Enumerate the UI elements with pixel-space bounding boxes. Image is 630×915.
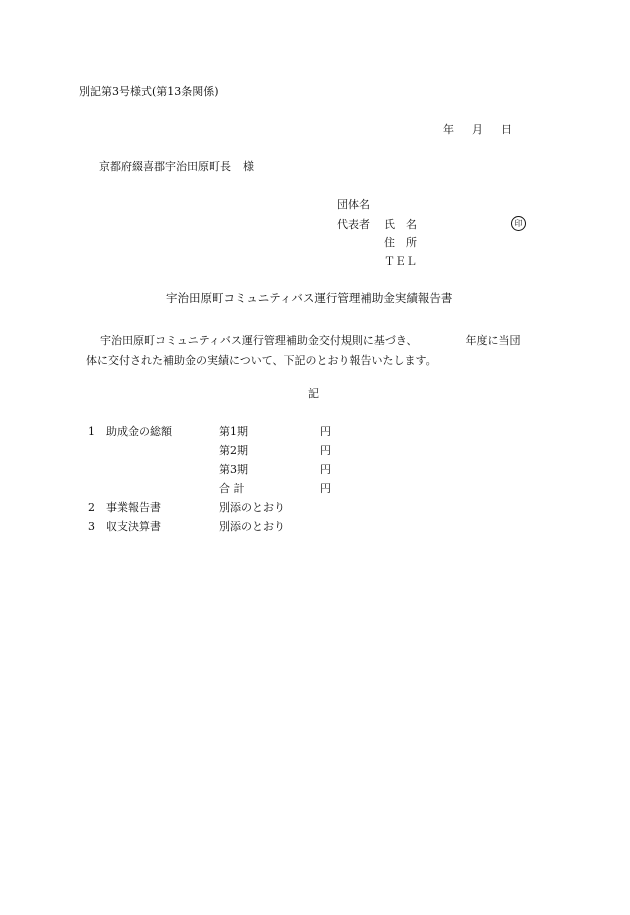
applicant-tel-row [337,256,526,275]
list-item: 合 計 円 [219,482,331,495]
list-item: 3 収支決算書 別添のとおり [88,520,285,533]
addressee [99,161,254,172]
name-label: 氏 名 [384,217,417,231]
ki-heading: 記 [308,387,319,400]
form-number: 別記第3号様式(第13条関係) [79,85,219,98]
items-list [88,426,331,540]
address-label: 住 所 [384,236,417,249]
applicant-name-row [337,218,526,237]
tel-label: ＴＥＬ [384,255,417,268]
date-day-label: 日 [501,123,512,136]
list-item: 第2期 円 [219,444,331,457]
list-item: 2 事業報告書 別添のとおり [88,501,285,514]
representative-label: 代表者 [337,217,370,231]
group-label: 団体名 [337,198,370,211]
body-line-1: 宇治田原町コミュニティバス運行管理補助金交付規則に基づき、 年度に当団 [100,334,521,347]
body-line-2: 体に交付された補助金の実績について、下記のとおり報告いたします。 [86,354,437,367]
addressee-name: 京都府綴喜郡宇治田原町長 [99,160,231,173]
applicant-group-row [337,199,526,218]
date-month-label: 月 [472,123,483,136]
addressee-honorific: 様 [243,160,254,173]
date-year-label: 年 [443,123,454,136]
document-title: 宇治田原町コミュニティバス運行管理補助金実績報告書 [166,291,453,305]
body-text [86,331,520,371]
date-line [443,124,512,135]
seal-icon: 印 [511,216,526,231]
list-item: 第3期 円 [219,463,331,476]
applicant-block [337,199,526,275]
list-item: 1 助成金の総額 第1期 円 [88,425,331,438]
applicant-address-row [337,237,526,256]
